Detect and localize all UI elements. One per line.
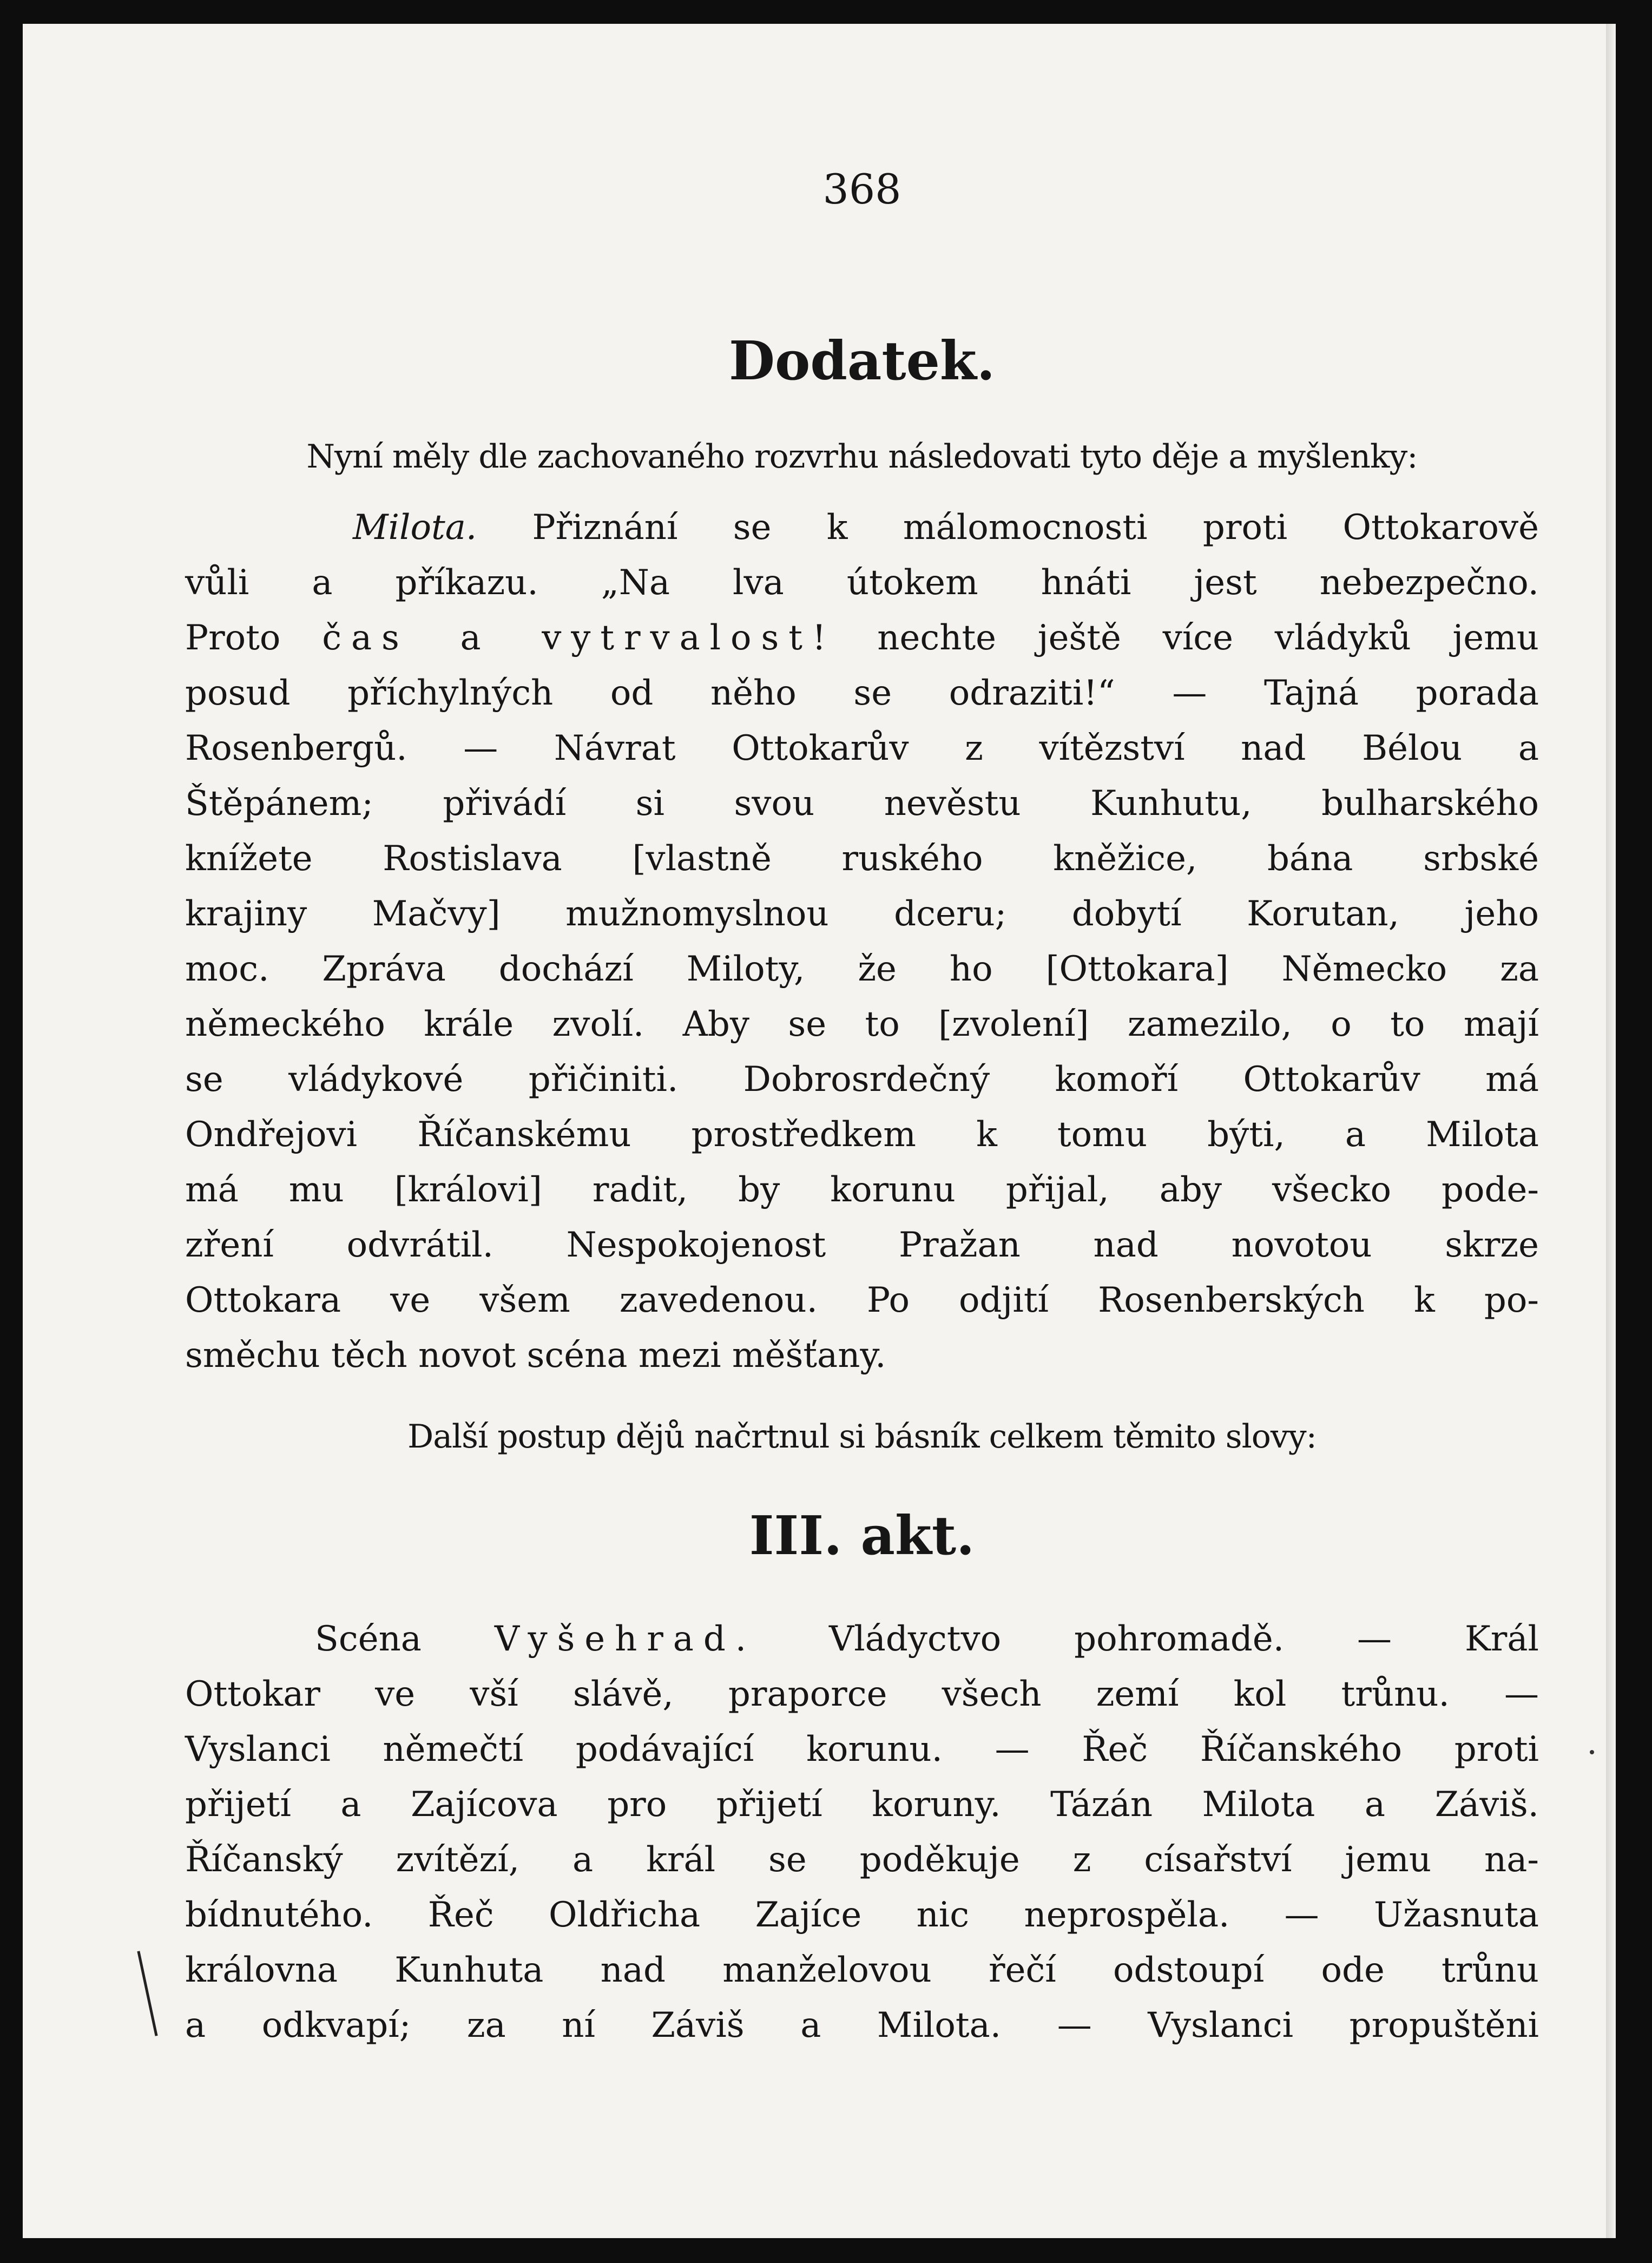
scan-edge [1606,24,1616,2238]
paragraph2-line-6: bídnutého. Řeč Oldřicha Zajíce nic neprospěla. — Užasnuta [185,1895,1539,1935]
paragraph1-line-4: posud příchylných od něho se odraziti!“ — Tajná porada [185,673,1539,713]
book-page [23,24,1616,2238]
spaced-emphasis: Vyšehrad. [494,1619,756,1659]
paragraph1-line-10: německého krále zvolí. Aby se to [zvolení] zamezilo, o to mají [185,1004,1539,1044]
intro-line: Nyní měly dle zachovaného rozvrhu následovati tyto děje a myšlenky: [306,438,1418,476]
paragraph1-line-9: moc. Zpráva dochází Miloty, že ho [Ottokara] Německo za [185,949,1539,989]
paragraph2-line-2: Ottokar ve vší slávě, praporce všech zemí kol trůnu. — [185,1674,1539,1714]
paragraph1-line-8: krajiny Mačvy] mužnomyslnou dceru; dobytí Korutan, jeho [185,894,1539,934]
paragraph1-line-15: Ottokara ve všem zavedenou. Po odjití Rosenberských k po- [185,1280,1539,1320]
section-title: Dodatek. [728,330,995,392]
paragraph2-line-3: Vyslanci němečtí podávající korunu. — Řeč Říčanského proti [185,1729,1539,1769]
paragraph1-line-16: směchu těch novot scéna mezi měšťany. [185,1336,886,1376]
act-title: III. akt. [749,1505,975,1567]
paragraph2-line-5: Říčanský zvítězí, a král se poděkuje z císařství jemu na- [185,1840,1539,1880]
paragraph1-line-11: se vládykové přičiniti. Dobrosrdečný komoří Ottokarův má [185,1060,1539,1100]
page-number: 368 [822,165,901,213]
paragraph1-line-7: knížete Rostislava [vlastně ruského kněžice, bána srbské [185,839,1539,879]
paragraph1-line-5: Rosenbergů. — Návrat Ottokarův z vítězství nad Bélou a [185,728,1539,768]
paragraph2-line-1: Scéna Vyšehrad. Vládyctvo pohromadě. — Král [315,1619,1539,1659]
paragraph1-line-6: Štěpánem; přivádí si svou nevěstu Kunhutu, bulharského [185,784,1539,824]
character-name: Milota. [353,508,477,548]
paragraph1-line-13: má mu [královi] radit, by korunu přijal, aby všecko pode- [185,1170,1539,1210]
paragraph1-line-3: Proto čas a vytrvalost! nechte ještě více vládyků jemu [185,618,1539,658]
margin-dot-mark [1590,1750,1594,1754]
transition-line: Další postup dějů načrtnul si básník celkem těmito slovy: [407,1418,1317,1456]
paragraph2-line-8: a odkvapí; za ní Záviš a Milota. — Vyslanci propuštěni [185,2005,1539,2045]
paragraph1-line-14: zření odvrátil. Nespokojenost Pražan nad novotou skrze [185,1225,1539,1265]
spaced-emphasis: čas a vytrvalost! [322,618,836,658]
paragraph1-line-2: vůli a příkazu. „Na lva útokem hnáti jest nebezpečno. [185,563,1539,603]
paragraph2-line-7: královna Kunhuta nad manželovou řečí odstoupí ode trůnu [185,1950,1539,1990]
paragraph1-line-1: Milota. Přiznání se k málomocnosti proti Ottokarově [353,508,1539,548]
paragraph2-line-4: přijetí a Zajícova pro přijetí koruny. Tázán Milota a Záviš. [185,1785,1539,1825]
margin-pencil-mark [137,1951,157,2036]
paragraph1-line-12: Ondřejovi Říčanskému prostředkem k tomu býti, a Milota [185,1115,1539,1155]
